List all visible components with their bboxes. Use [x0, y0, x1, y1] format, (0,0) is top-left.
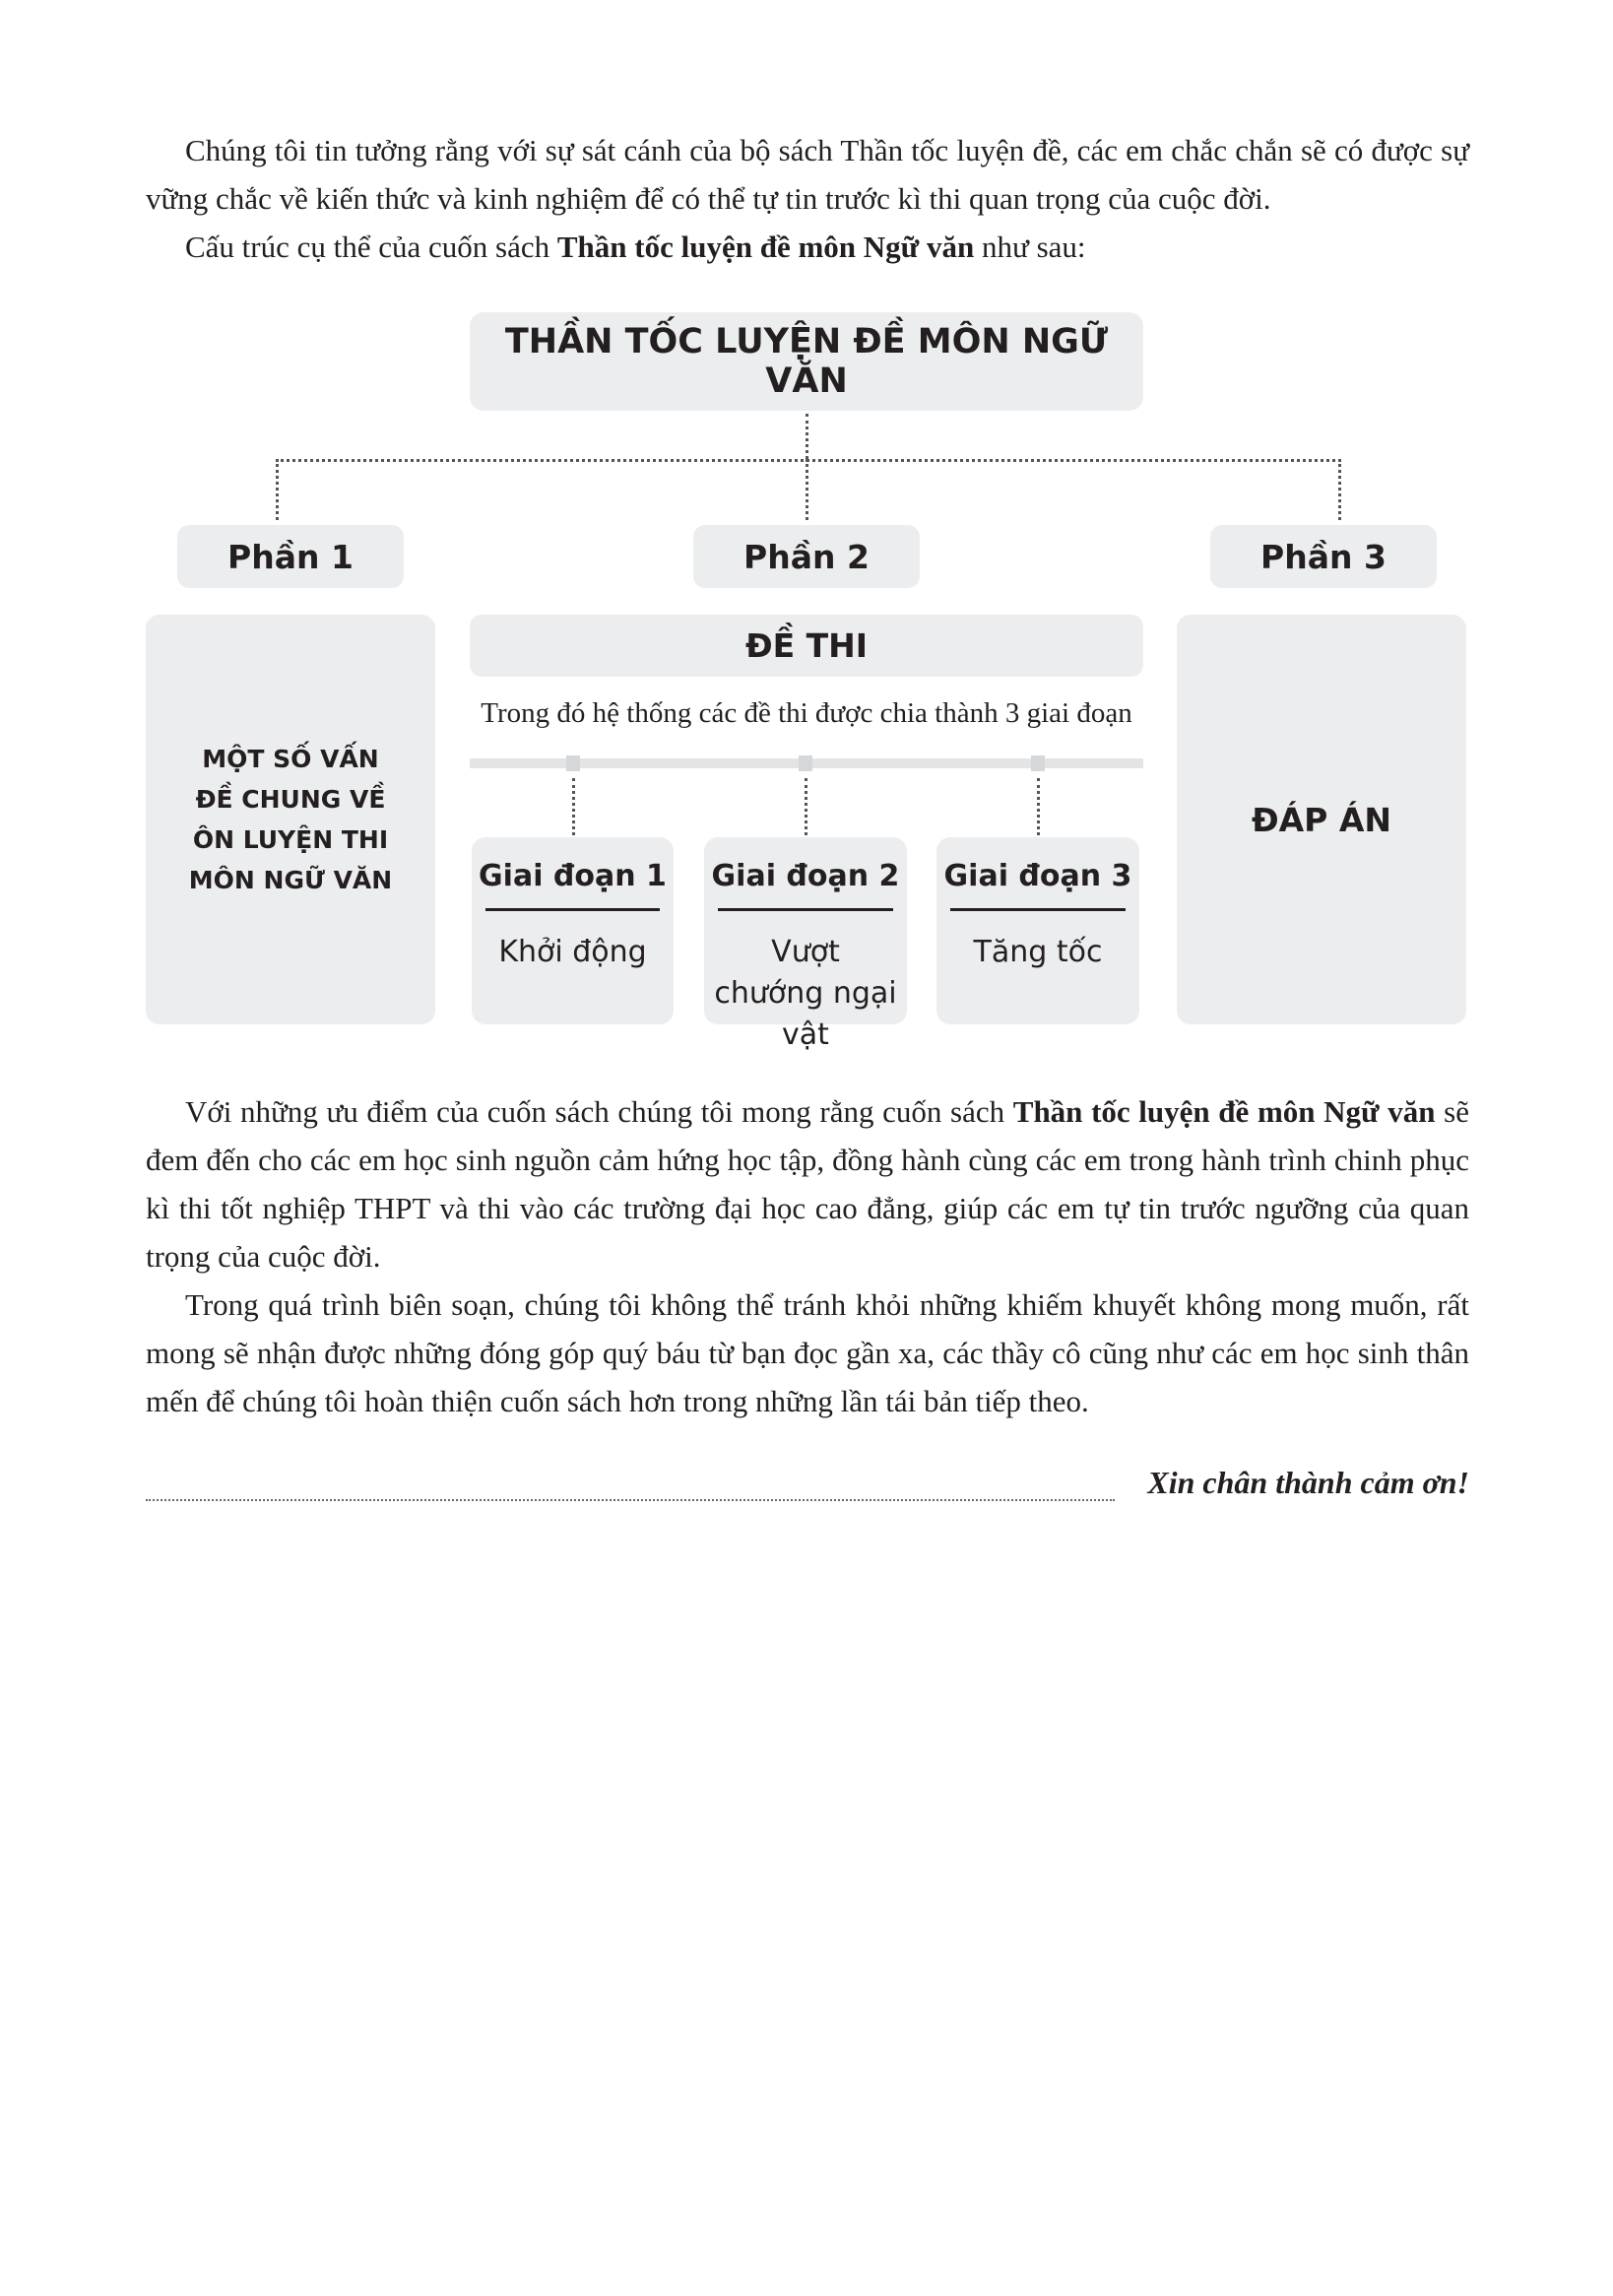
- part2-header-box: [470, 615, 1143, 677]
- closing-paragraph-2: Trong quá trình biên soạn, chúng tôi không thể tránh khỏi những khiếm khuyết không mong muốn, rất mong sẽ nhận được những đóng góp quý báu từ bạn đọc gần xa, các thầy cô cũng như các em học sinh thân mến để chúng tôi hoàn thiện cuốn sách hơn trong những lần tái bản tiếp theo.: [146, 1287, 1469, 1418]
- closing-paragraph-1: [146, 1087, 1469, 1280]
- stage-1-desc: Khởi động: [498, 935, 647, 969]
- connector-stage-1: [572, 778, 575, 835]
- connector-horizontal: [276, 459, 1341, 462]
- connector-title-down: [806, 414, 808, 459]
- thanks-leader-dots: [146, 1499, 1115, 1501]
- thanks-line: Xin chân thành cảm ơn!: [1147, 1465, 1469, 1500]
- stage-3-title: Giai đoạn 3: [943, 859, 1132, 893]
- connector-part3: [1338, 459, 1341, 520]
- intro-p2-before: Cấu trúc cụ thể của cuốn sách: [185, 230, 557, 264]
- intro-p2-bold: Thần tốc luyện đề môn Ngữ văn: [556, 230, 975, 264]
- part3-label-box: [1210, 525, 1437, 588]
- part2-label: Phần 2: [743, 537, 870, 576]
- closing-text: [146, 1087, 1469, 1425]
- stage-1-rule: [485, 908, 660, 911]
- intro-text: [146, 126, 1469, 271]
- connector-part2: [806, 459, 808, 520]
- closing-p1-bold: Thần tốc luyện đề môn Ngữ văn: [1012, 1094, 1436, 1129]
- part1-content: MỘT SỐ VẤN ĐỀ CHUNG VỀ ÔN LUYỆN THI MÔN NGỮ VĂN: [188, 745, 393, 894]
- stage-3-rule: [950, 908, 1126, 911]
- part3-label: Phần 3: [1260, 537, 1387, 576]
- stage-2-desc: Vượt chướng ngại vật: [714, 935, 897, 1052]
- stage-1-title: Giai đoạn 1: [479, 859, 667, 893]
- connector-stage-3: [1037, 778, 1040, 835]
- connector-stage-2: [805, 778, 807, 835]
- intro-paragraph-2: [146, 223, 1469, 271]
- stage-3-box: [936, 837, 1139, 1024]
- diagram-title: THẦN TỐC LUYỆN ĐỀ MÔN NGỮ VĂN: [504, 322, 1109, 401]
- stage-bar-node-2: [799, 755, 812, 771]
- diagram-title-box: [470, 312, 1143, 411]
- closing-p1-after: sẽ đem đến cho các em học sinh nguồn cảm hứng học tập, đồng hành cùng các em trong hành trình chinh phục kì thi tốt nghiệp THPT và thi vào các trường đại học cao đẳng, giúp các em tự tin trước ngưỡng của quan trọng của cuộc đời.: [146, 1094, 1469, 1274]
- part2-header: ĐỀ THI: [744, 626, 869, 665]
- part1-content-box: [146, 615, 435, 1024]
- stage-bar-node-1: [566, 755, 580, 771]
- stage-2-box: [704, 837, 907, 1052]
- part2-label-box: [693, 525, 920, 588]
- stage-1-box: [472, 837, 674, 1024]
- part3-content: ĐÁP ÁN: [1251, 800, 1392, 839]
- stage-bar-node-3: [1031, 755, 1045, 771]
- stage-2-title: Giai đoạn 2: [711, 859, 900, 893]
- closing-p1-before: Với những ưu điểm của cuốn sách chúng tôi mong rằng cuốn sách: [185, 1094, 1013, 1129]
- intro-paragraph-1: Chúng tôi tin tưởng rằng với sự sát cánh của bộ sách Thần tốc luyện đề, các em chắc chắn sẽ có được sự vững chắc về kiến thức và kinh nghiệm để có thể tự tin trước kì thi quan trọng của cuộc đời.: [146, 133, 1469, 216]
- part1-label: Phần 1: [227, 537, 354, 576]
- part2-subtitle: Trong đó hệ thống các đề thi được chia thành 3 giai đoạn: [481, 697, 1132, 729]
- stage-2-rule: [718, 908, 893, 911]
- stage-3-desc: Tăng tốc: [973, 935, 1103, 969]
- intro-p2-after: như sau:: [974, 230, 1086, 264]
- part1-label-box: [177, 525, 404, 588]
- part3-content-box: [1177, 615, 1466, 1024]
- connector-part1: [276, 459, 279, 520]
